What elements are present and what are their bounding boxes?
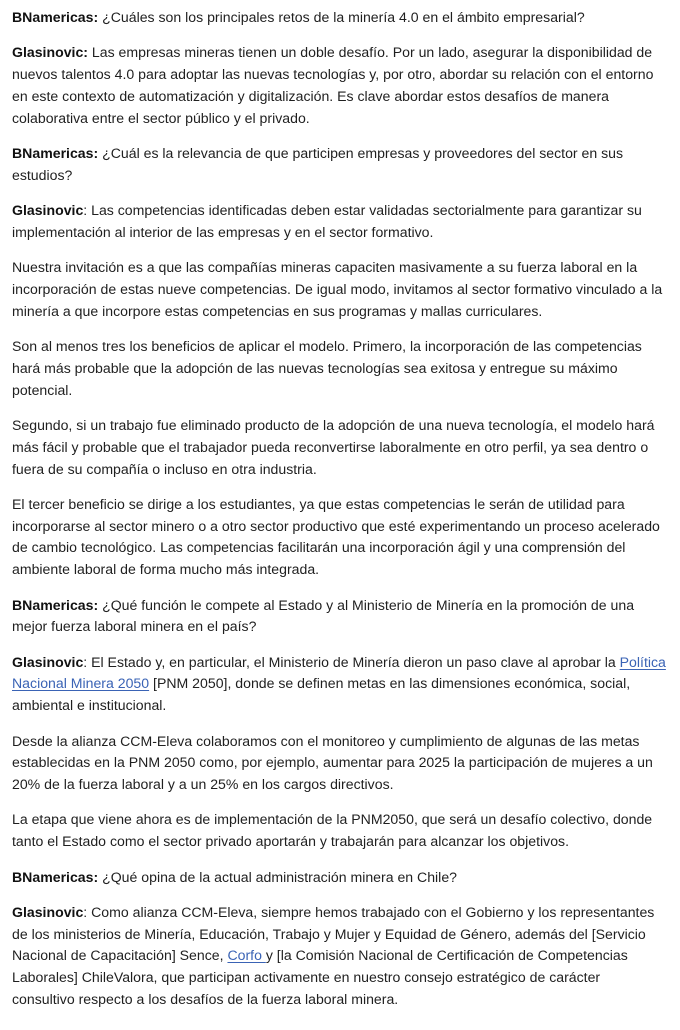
body-paragraph: Nuestra invitación es a que las compañías mineras capaciten masivamente a su fuerza laboral en la incorporación de estas nueve competencias. De igual modo, invitamos al sector formativo vinculado a la minería a que incorpore estas competencias en sus programas y mallas curriculares. [12,259,663,319]
question-paragraph [12,867,666,889]
body-paragraph: El tercer beneficio se dirige a los estudiantes, ya que estas competencias le serán de utilidad para incorporarse al sector minero o a otro sector productivo que esté experimentando un proceso acelerado de cambio tecnológico. Las competencias facilitarán una incorporación ágil y una comprensión del ambiente laboral de forma mucho más integrada. [12,495,660,578]
speaker-label: Glasinovic [12,653,84,670]
answer-text: [PNM 2050], donde se definen metas en las dimensiones económica, social, ambiental e institucional. [12,675,631,714]
answer-text: : El Estado y, en particular, el Ministerio de Minería dieron un paso clave al aprobar la [83,653,620,670]
answer-text: Las empresas mineras tienen un doble desafío. Por un lado, asegurar la disponibilidad de nuevos talentos 4.0 para adoptar las nuevas tecnologías y, por otro, abordar su relación con el entorno en este contexto de automatización y digitalización. Es clave abordar estos desafíos de manera colaborativa entre el sector público y el privado. [12,44,654,126]
answer-paragraph [12,652,666,717]
answer-text: : Como alianza CCM-Eleva, siempre hemos trabajado con el Gobierno y los representantes de los ministerios de Minería, Educación, Trabajo y Mujer y Equidad de Género, además del [Servicio Nacional de Capacitación] Sence, [12,903,655,964]
speaker-label: Glasinovic [12,903,84,920]
answer-paragraph [12,200,666,244]
question-paragraph [12,595,666,639]
body-paragraph: Segundo, si un trabajo fue eliminado producto de la adopción de una nueva tecnología, el modelo hará más fácil y probable que el trabajador pueda reconvertirse laboralmente en otro perfil, ya sea dentro o fuera de su compañía o incluso en otra industria. [12,416,655,477]
answer-paragraph [12,902,666,1011]
question-text: ¿Cuál es la relevancia de que participen empresas y proveedores del sector en sus estudios? [12,144,624,183]
question-paragraph [12,143,666,187]
question-text: ¿Cuáles son los principales retos de la minería 4.0 en el ámbito empresarial? [98,9,585,25]
question-paragraph [12,7,666,29]
speaker-label: BNamericas: [12,144,99,161]
question-text: ¿Qué opina de la actual administración minera en Chile? [98,868,457,885]
politica-nacional-minera-link[interactable]: Política Nacional Minera 2050 [12,653,666,692]
question-text: ¿Qué función le compete al Estado y al Ministerio de Minería en la promoción de una mejor fuerza laboral minera en el país? [12,596,635,635]
speaker-label: Glasinovic [12,202,84,219]
speaker-label: BNamericas: [12,868,99,885]
answer-paragraph [12,42,666,129]
speaker-label: BNamericas: [12,596,99,613]
body-paragraph: Desde la alianza CCM-Eleva colaboramos con el monitoreo y cumplimiento de algunas de las metas establecidas en la PNM 2050 como, por ejemplo, aumentar para 2025 la participación de mujeres a un 20% de la fuerza laboral y a un 25% en los cargos directivos. [12,732,653,793]
answer-text: y [la Comisión Nacional de Certificación de Competencias Laborales] ChileValora, que participan activamente en nuestro consejo estratégico de carácter consultivo respecto a los desafíos de la fuerza laboral minera. [12,947,628,1007]
speaker-label: BNamericas: [12,9,99,25]
article-body [0,7,680,1011]
speaker-label: Glasinovic: [12,44,88,61]
answer-text: : Las competencias identificadas deben estar validadas sectorialmente para garantizar su implementación al interior de las empresas y en el sector formativo. [12,202,642,240]
body-paragraph: La etapa que viene ahora es de implementación de la PNM2050, que será un desafío colectivo, donde tanto el Estado como el sector privado aportarán y trabajarán para alcanzar los objetivos. [12,811,653,850]
corfo-link[interactable]: Corfo [227,947,266,964]
body-paragraph: Son al menos tres los beneficios de aplicar el modelo. Primero, la incorporación de las competencias hará más probable que la adopción de las nuevas tecnologías sea exitosa y entregue su máximo potencial. [12,338,642,398]
